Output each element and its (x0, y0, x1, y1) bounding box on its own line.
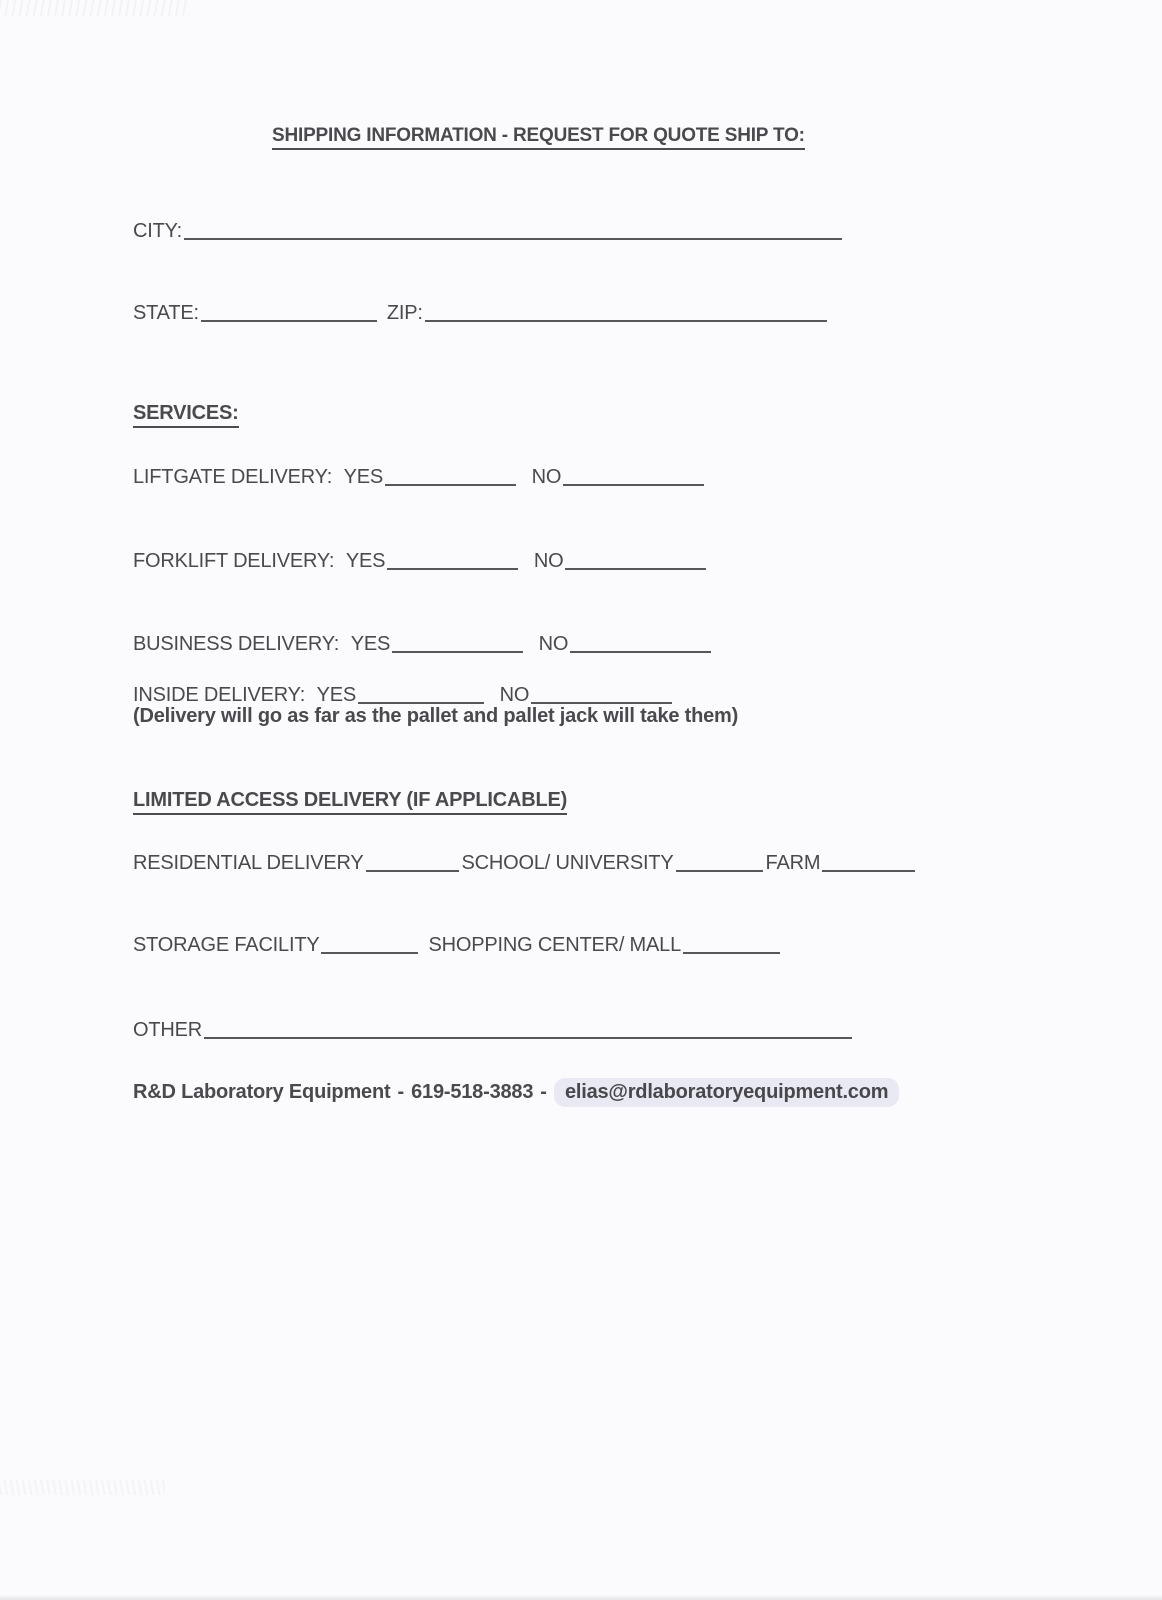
city-row (133, 215, 842, 242)
storage-facility-blank (321, 932, 418, 954)
company-name: R&D Laboratory Equipment (133, 1081, 391, 1103)
yes-label: YES (350, 633, 391, 655)
email-link[interactable]: elias@rdlaboratoryequipment.com (554, 1078, 899, 1107)
limited-access-heading: LIMITED ACCESS DELIVERY (IF APPLICABLE) (133, 789, 567, 815)
school-university-label: SCHOOL/ UNIVERSITY (461, 852, 674, 874)
limited-access-row-1 (133, 847, 915, 874)
services-heading: SERVICES: (133, 402, 239, 428)
phone-number: 619-518-3883 (411, 1081, 534, 1103)
scan-artifact-mid-left (0, 1480, 165, 1495)
state-zip-row (133, 297, 827, 324)
school-university-blank (676, 850, 763, 872)
footer-contact-row (133, 1082, 899, 1103)
separator-dash: - (540, 1081, 547, 1103)
separator-dash: - (397, 1081, 405, 1103)
business-no-blank (570, 631, 711, 653)
inside-no-blank (531, 682, 672, 704)
zip-blank (425, 300, 827, 322)
storage-facility-label: STORAGE FACILITY (133, 934, 320, 956)
liftgate-delivery-label: LIFTGATE DELIVERY: (133, 466, 333, 488)
scan-edge-shadow (0, 1595, 1162, 1600)
limited-access-row-2 (133, 929, 780, 956)
other-blank (204, 1017, 852, 1039)
other-label: OTHER (133, 1019, 203, 1041)
business-delivery-label: BUSINESS DELIVERY: (133, 633, 340, 655)
city-label: CITY: (133, 220, 183, 242)
inside-delivery-row (133, 679, 672, 706)
yes-label: YES (316, 684, 357, 706)
residential-delivery-blank (366, 850, 459, 872)
forklift-delivery-row (133, 545, 706, 572)
liftgate-delivery-row (133, 461, 704, 488)
yes-label: YES (345, 550, 386, 572)
forklift-yes-blank (387, 548, 518, 570)
shopping-center-mall-blank (683, 932, 780, 954)
liftgate-yes-blank (385, 464, 516, 486)
liftgate-no-blank (563, 464, 704, 486)
form-title-row (272, 126, 805, 146)
shopping-center-mall-label: SHOPPING CENTER/ MALL (428, 934, 682, 956)
business-yes-blank (392, 631, 523, 653)
city-blank (184, 218, 842, 240)
forklift-no-blank (565, 548, 706, 570)
farm-blank (822, 850, 915, 872)
state-label: STATE: (133, 302, 199, 324)
no-label: NO (499, 684, 530, 706)
other-row (133, 1014, 852, 1041)
zip-label: ZIP: (386, 302, 423, 324)
page-title: SHIPPING INFORMATION - REQUEST FOR QUOTE SHIP TO: (272, 125, 805, 150)
residential-delivery-label: RESIDENTIAL DELIVERY (133, 852, 364, 874)
farm-label: FARM (765, 852, 821, 874)
services-heading-row (133, 403, 239, 424)
no-label: NO (531, 466, 562, 488)
limited-access-heading-row (133, 790, 567, 811)
inside-delivery-note: (Delivery will go as far as the pallet and pallet jack will take them) (133, 705, 739, 727)
business-delivery-row (133, 628, 711, 655)
no-label: NO (533, 550, 564, 572)
inside-delivery-label: INSIDE DELIVERY: (133, 684, 306, 706)
forklift-delivery-label: FORKLIFT DELIVERY: (133, 550, 335, 572)
yes-label: YES (343, 466, 384, 488)
inside-yes-blank (358, 682, 484, 704)
scan-artifact-top-left (0, 0, 190, 16)
no-label: NO (538, 633, 569, 655)
state-blank (201, 300, 377, 322)
